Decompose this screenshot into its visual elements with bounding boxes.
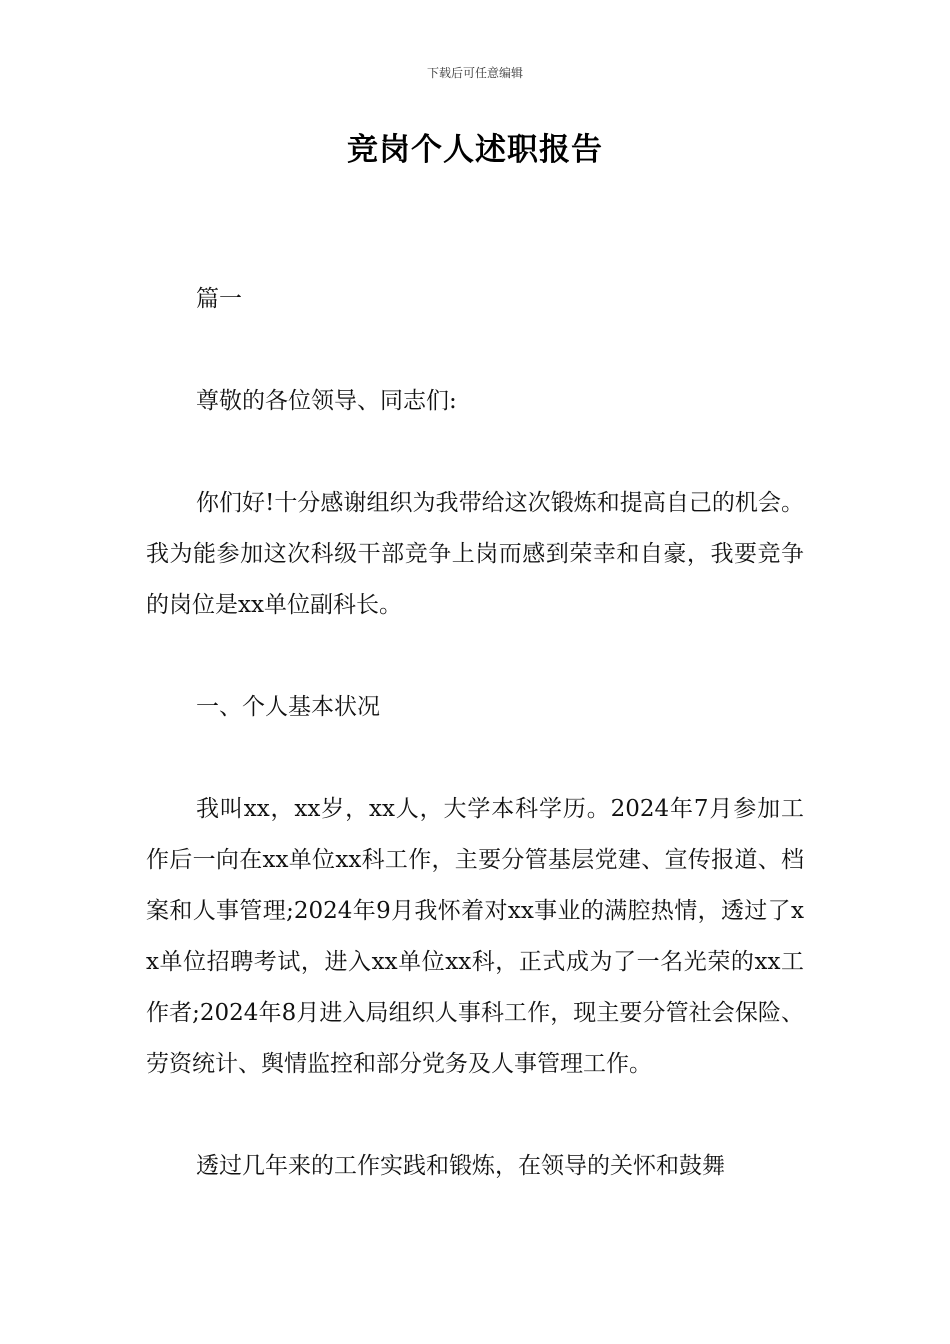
salutation: 尊敬的各位领导、同志们: <box>196 388 457 414</box>
experience-paragraph: 透过几年来的工作实践和锻炼，在领导的关怀和鼓舞 <box>196 1153 725 1179</box>
opening-paragraph: 你们好!十分感谢组织为我带给这次锻炼和提高自己的机会。我为能参加这次科级干部竞争上岗而感到荣幸和自豪，我要竞争的岗位是xx单位副科长。 <box>146 490 804 618</box>
document-title: 竞岗个人述职报告 <box>347 132 603 168</box>
section-heading-basic-info: 一、个人基本状况 <box>196 694 380 720</box>
basic-info-paragraph: 我叫xx，xx岁，xx人，大学本科学历。2024年7月参加工作后一向在xx单位xx科工作，主要分管基层党建、宣传报道、档案和人事管理;2024年9月我怀着对xx事业的满腔热情，透过了xx单位招聘考试，进入xx单位xx科，正式成为了一名光荣的xx工作者;2024年8月进入局组织人事科工作，现主要分管社会保险、劳资统计、舆情监控和部分党务及人事管理工作。 <box>146 796 804 1077</box>
document-body <box>146 274 804 1192</box>
section-label: 篇一 <box>196 286 242 312</box>
page-header-note: 下载后可任意编辑 <box>426 66 523 80</box>
